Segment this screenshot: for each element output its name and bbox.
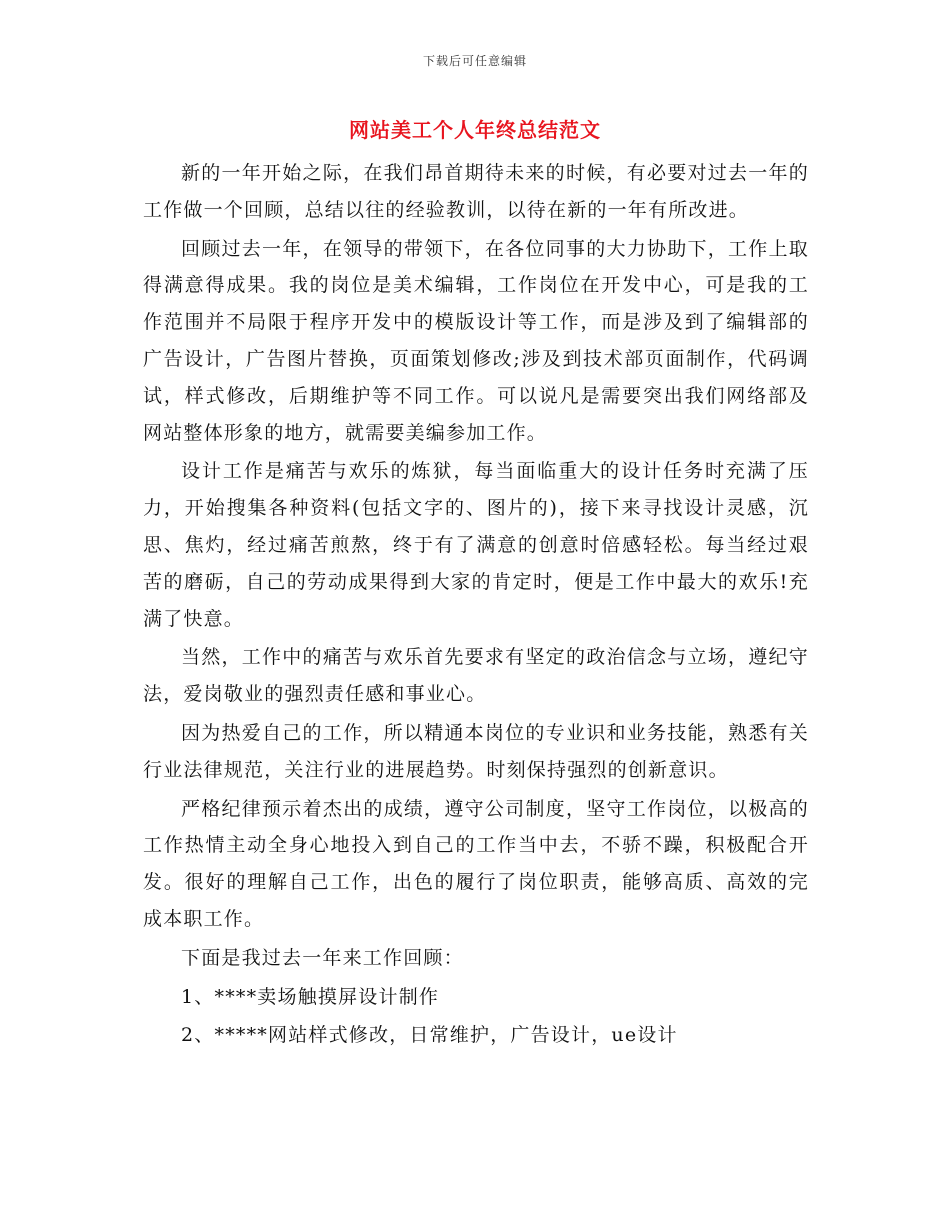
paragraph: 新的一年开始之际，在我们昂首期待未来的时候，有必要对过去一年的工作做一个回顾，总结以往的经验教训，以待在新的一年有所改进。	[143, 162, 809, 221]
page-header: 下载后可任意编辑	[422, 54, 527, 68]
paragraph: 设计工作是痛苦与欢乐的炼狱，每当面临重大的设计任务时充满了压力，开始搜集各种资料(包括文字的、图片的)，接下来寻找设计灵感，沉思、焦灼，经过痛苦煎熬，终于有了满意的创意时倍感轻松。每当经过艰苦的磨砺，自己的劳动成果得到大家的肯定时，便是工作中最大的欢乐!充满了快意。	[143, 460, 809, 630]
list-item: 2、*****网站样式修改，日常维护，广告设计，ue设计	[181, 1024, 678, 1047]
paragraph: 严格纪律预示着杰出的成绩，遵守公司制度，坚守工作岗位，以极高的工作热情主动全身心地投入到自己的工作当中去，不骄不躁，积极配合开发。很好的理解自己工作，出色的履行了岗位职责，能够高质、高效的完成本职工作。	[143, 797, 809, 930]
document-body	[143, 155, 809, 1056]
paragraph: 回顾过去一年，在领导的带领下，在各位同事的大力协助下，工作上取得满意得成果。我的岗位是美术编辑，工作岗位在开发中心，可是我的工作范围并不局限于程序开发中的模版设计等工作，而是涉及到了编辑部的广告设计，广告图片替换，页面策划修改;涉及到技术部页面制作，代码调试，样式修改，后期维护等不同工作。可以说凡是需要突出我们网络部及网站整体形象的地方，就需要美编参加工作。	[143, 237, 809, 444]
document-title: 网站美工个人年终总结范文	[349, 118, 601, 142]
paragraph: 下面是我过去一年来工作回顾：	[181, 946, 464, 969]
paragraph: 当然，工作中的痛苦与欢乐首先要求有坚定的政治信念与立场，遵纪守法，爱岗敬业的强烈责任感和事业心。	[143, 646, 809, 706]
list-item: 1、****卖场触摸屏设计制作	[181, 985, 440, 1008]
paragraph: 因为热爱自己的工作，所以精通本岗位的专业识和业务技能，熟悉有关行业法律规范，关注行业的进展趋势。时刻保持强烈的创新意识。	[143, 721, 809, 781]
